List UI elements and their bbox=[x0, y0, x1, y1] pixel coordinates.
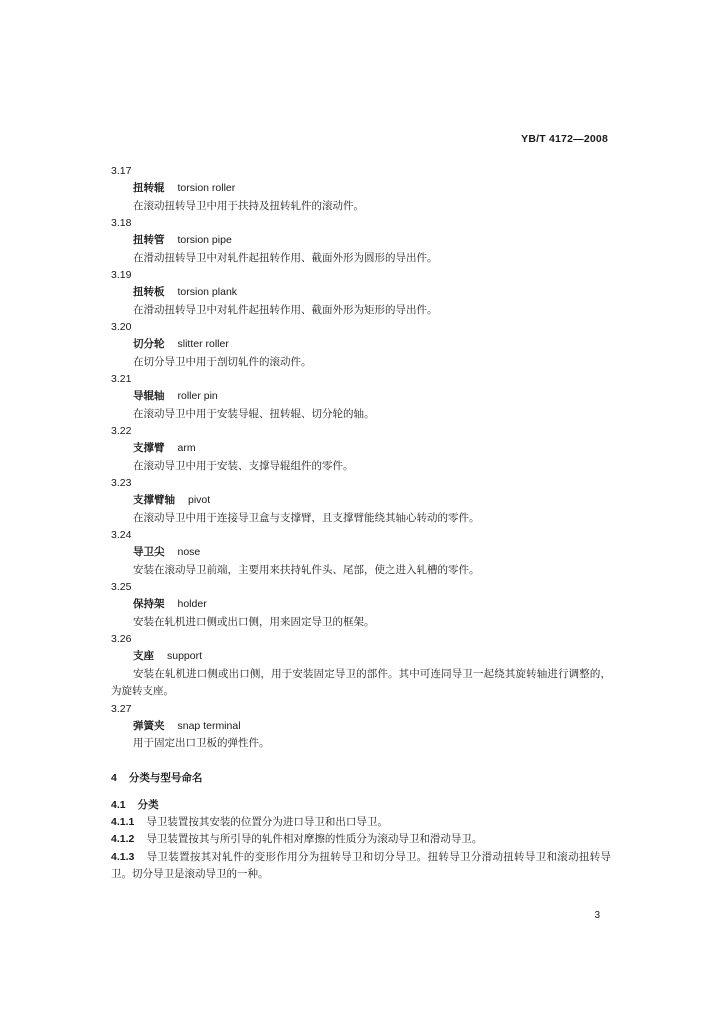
term-heading bbox=[111, 648, 611, 666]
term-heading bbox=[111, 596, 611, 614]
term-number: 3.26 bbox=[111, 633, 132, 645]
term-number: 3.25 bbox=[111, 581, 132, 593]
term-chinese: 扭转板 bbox=[133, 286, 165, 298]
clause-number: 4.1.2 bbox=[111, 833, 135, 845]
clause bbox=[111, 831, 611, 849]
term-english: nose bbox=[177, 546, 201, 558]
term-entry bbox=[111, 631, 611, 701]
subsection-heading bbox=[111, 796, 611, 814]
term-definition: 在滚动导卫中用于安装导辊、扭转辊、切分轮的轴。 bbox=[133, 407, 375, 420]
term-entry bbox=[111, 475, 611, 527]
term-chinese: 扭转辊 bbox=[133, 182, 165, 194]
term-definition: 安装在滚动导卫前端，主要用来扶持轧件头、尾部，使之进入轧槽的零件。 bbox=[133, 563, 480, 576]
term-english: torsion pipe bbox=[177, 234, 232, 246]
term-entry bbox=[111, 163, 611, 215]
standard-code: YB/T 4172—2008 bbox=[521, 133, 608, 145]
clause-number: 4.1.3 bbox=[111, 850, 135, 863]
term-heading bbox=[111, 284, 611, 302]
term-number: 3.22 bbox=[111, 425, 132, 437]
term-number: 3.18 bbox=[111, 217, 132, 229]
term-entry bbox=[111, 215, 611, 267]
clause-text: 导卫装置按其与所引导的轧件相对摩擦的性质分为滚动导卫和滑动导卫。 bbox=[146, 833, 483, 845]
term-chinese: 导卫尖 bbox=[133, 546, 165, 558]
subsection-title: 分类 bbox=[137, 798, 159, 811]
term-english: snap terminal bbox=[177, 719, 241, 732]
term-english: pivot bbox=[188, 494, 211, 506]
clause-number: 4.1.1 bbox=[111, 815, 135, 828]
term-heading bbox=[111, 492, 611, 510]
term-heading bbox=[111, 388, 611, 406]
term-entry bbox=[111, 579, 611, 631]
term-chinese: 导辊轴 bbox=[133, 390, 165, 402]
term-chinese: 切分轮 bbox=[133, 338, 165, 350]
term-definition: 安装在轧机进口侧或出口侧，用于安装固定导卫的部件。其中可连同导卫一起绕其旋转轴进行调整的，为旋转支座。 bbox=[111, 667, 611, 697]
term-entry bbox=[111, 423, 611, 475]
term-heading bbox=[111, 544, 611, 562]
term-number: 3.23 bbox=[111, 477, 132, 489]
term-definition: 在滚动导卫中用于连接导卫盒与支撑臂，且支撑臂能绕其轴心转动的零件。 bbox=[133, 511, 480, 524]
clause-text: 导卫装置按其安装的位置分为进口导卫和出口导卫。 bbox=[146, 815, 388, 828]
subsection-number: 4.1 bbox=[111, 798, 126, 811]
section-title: 分类与型号命名 bbox=[128, 771, 203, 784]
term-number: 3.21 bbox=[111, 373, 132, 385]
term-definition: 在滑动扭转导卫中对轧件起扭转作用、截面外形为圆形的导出件。 bbox=[133, 251, 438, 264]
term-definition: 安装在轧机进口侧或出口侧，用来固定导卫的框架。 bbox=[133, 615, 375, 628]
term-entry bbox=[111, 319, 611, 371]
term-english: holder bbox=[177, 598, 207, 610]
term-heading bbox=[111, 180, 611, 198]
term-number: 3.19 bbox=[111, 269, 132, 281]
term-definition: 在切分导卫中用于剖切轧件的滚动件。 bbox=[133, 355, 312, 368]
term-english: torsion roller bbox=[177, 182, 236, 194]
term-chinese: 支座 bbox=[133, 650, 154, 662]
section-number: 4 bbox=[111, 771, 117, 784]
term-definition: 用于固定出口卫板的弹性件。 bbox=[133, 737, 270, 749]
page-number: 3 bbox=[594, 910, 600, 921]
term-number: 3.20 bbox=[111, 321, 132, 333]
term-chinese: 弹簧夹 bbox=[133, 719, 165, 732]
section-heading bbox=[111, 769, 611, 787]
term-definition: 在滚动扭转导卫中用于扶持及扭转轧件的滚动件。 bbox=[133, 199, 364, 212]
term-entry bbox=[111, 371, 611, 423]
term-entry bbox=[111, 267, 611, 319]
term-heading bbox=[111, 440, 611, 458]
term-english: arm bbox=[177, 442, 196, 454]
term-number: 3.27 bbox=[111, 702, 132, 715]
term-heading bbox=[111, 718, 611, 736]
term-entry bbox=[111, 701, 611, 753]
term-heading bbox=[111, 336, 611, 354]
term-entry bbox=[111, 527, 611, 579]
term-english: slitter roller bbox=[177, 338, 229, 350]
term-chinese: 保持架 bbox=[133, 598, 165, 610]
clause-text: 导卫装置按其对轧件的变形作用分为扭转导卫和切分导卫。扭转导卫分滑动扭转导卫和滚动扭转导卫。切分导卫是滚动导卫的一种。 bbox=[111, 850, 611, 880]
term-heading bbox=[111, 232, 611, 250]
clause bbox=[111, 814, 611, 832]
term-definition: 在滑动扭转导卫中对轧件起扭转作用、截面外形为矩形的导出件。 bbox=[133, 303, 438, 316]
term-english: support bbox=[167, 650, 203, 662]
term-number: 3.17 bbox=[111, 165, 132, 177]
document-body bbox=[111, 163, 611, 884]
clause bbox=[111, 849, 611, 884]
term-chinese: 支撑臂轴 bbox=[133, 494, 175, 506]
term-definition: 在滚动导卫中用于安装、支撑导辊组件的零件。 bbox=[133, 459, 354, 472]
term-english: torsion plank bbox=[177, 286, 238, 298]
term-chinese: 扭转管 bbox=[133, 234, 165, 246]
term-chinese: 支撑臂 bbox=[133, 442, 165, 454]
term-english: roller pin bbox=[177, 390, 218, 402]
term-number: 3.24 bbox=[111, 529, 132, 541]
